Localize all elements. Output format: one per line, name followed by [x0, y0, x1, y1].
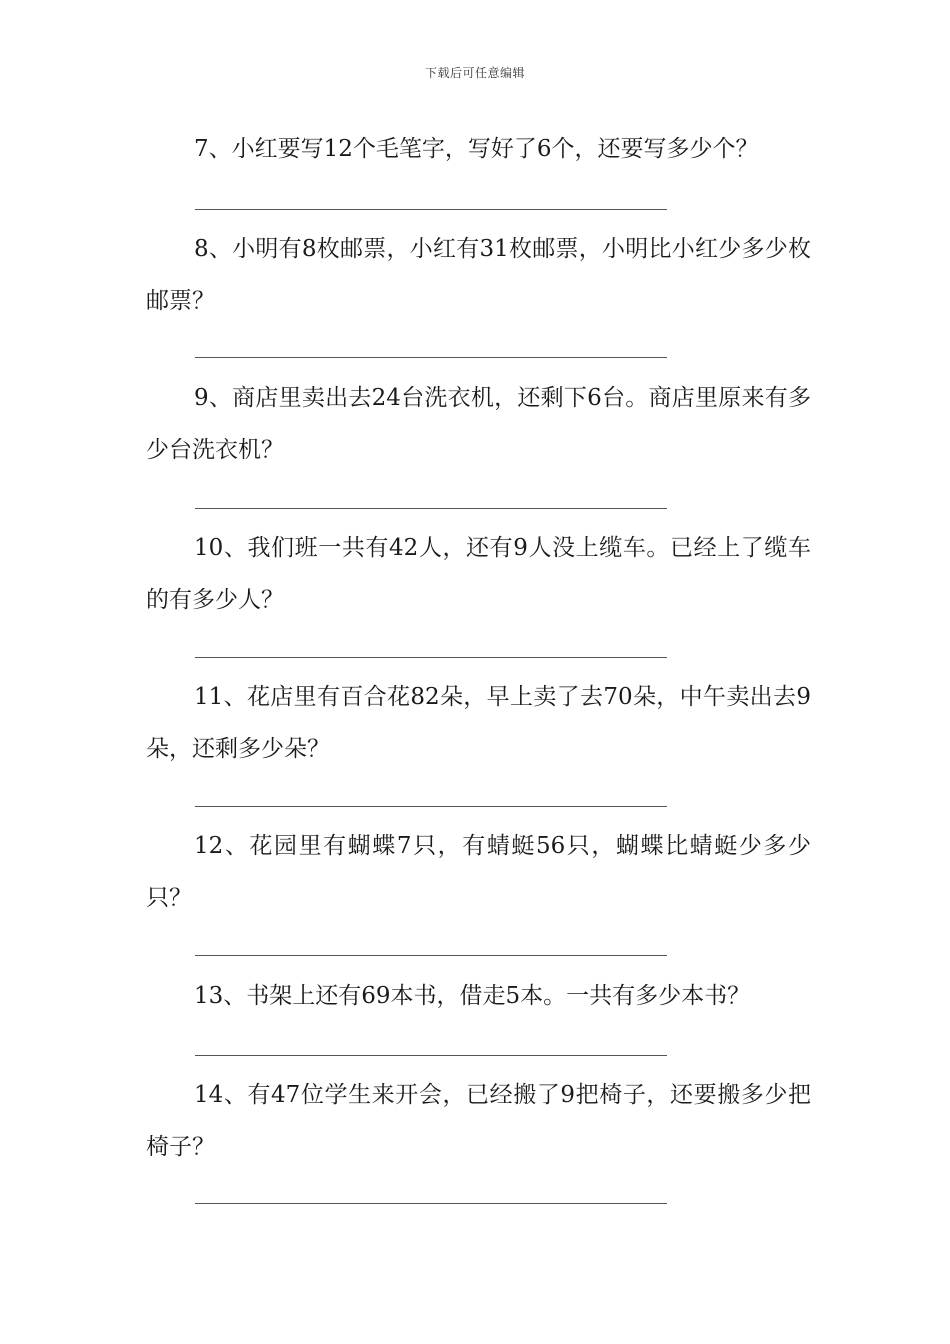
problem-11: 11、花店里有百合花82朵，早上卖了去70朵，中午卖出去9朵，还剩多少朵？	[146, 684, 811, 762]
answer-line-11[interactable]	[195, 806, 667, 807]
problem-8: 8、小明有8枚邮票，小红有31枚邮票，小明比小红少多少枚邮票？	[146, 236, 811, 314]
answer-line-10[interactable]	[195, 657, 667, 658]
problem-10: 10、我们班一共有42人，还有9人没上缆车。已经上了缆车的有多少人？	[146, 535, 811, 613]
problem-12: 12、花园里有蝴蝶7只，有蜻蜓56只，蝴蝶比蜻蜓少多少只？	[146, 833, 811, 911]
answer-line-9[interactable]	[195, 508, 667, 509]
answer-line-13[interactable]	[195, 1055, 667, 1056]
problem-13: 13、书架上还有69本书，借走5本。一共有多少本书？	[194, 983, 751, 1009]
answer-line-14[interactable]	[195, 1203, 667, 1204]
problem-9: 9、商店里卖出去24台洗衣机，还剩下6台。商店里原来有多少台洗衣机？	[146, 385, 811, 463]
answer-line-12[interactable]	[195, 955, 667, 956]
answer-line-7[interactable]	[195, 209, 667, 210]
answer-line-8[interactable]	[195, 357, 667, 358]
problem-14: 14、有47位学生来开会，已经搬了9把椅子，还要搬多少把椅子？	[146, 1082, 811, 1160]
problem-7: 7、小红要写12个毛笔字，写好了6个，还要写多少个？	[194, 136, 759, 162]
page-header: 下载后可任意编辑	[424, 66, 525, 80]
